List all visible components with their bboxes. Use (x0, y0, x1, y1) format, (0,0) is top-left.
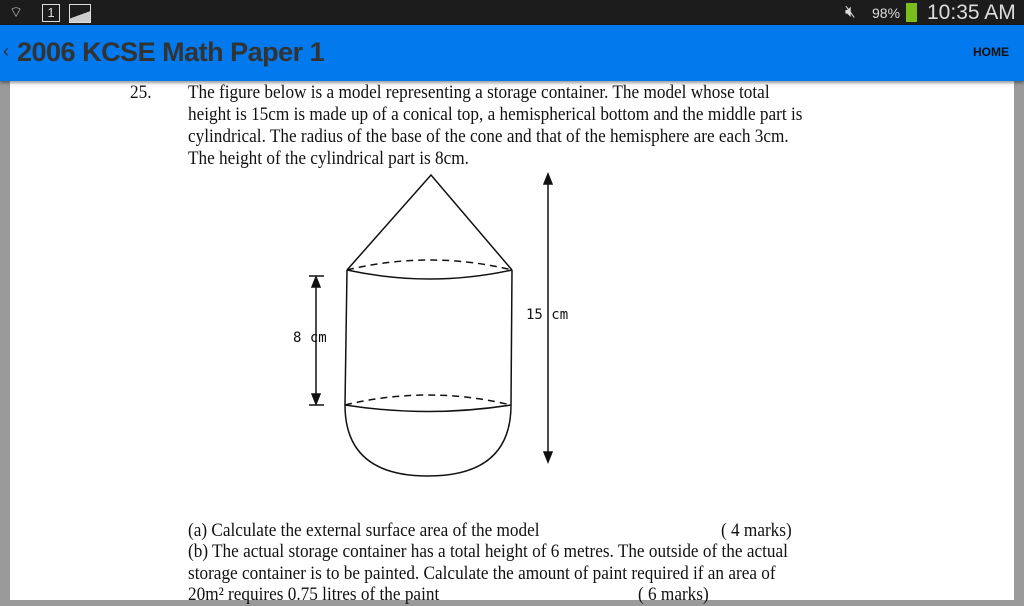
cone (347, 175, 512, 270)
question-line: cylindrical. The radius of the base of the cone and that of the hemisphere are each 3cm. (188, 127, 789, 147)
part-b-line: (b) The actual storage container has a total height of 6 metres. The outside of the actual (188, 542, 788, 562)
question-line: The height of the cylindrical part is 8cm. (188, 149, 469, 169)
cylinder-top-ellipse (347, 260, 512, 270)
mute-icon: 🔇︎ (845, 2, 856, 21)
cylinder-right-side (511, 270, 512, 405)
cylinder-left-side (345, 270, 347, 405)
wifi-icon: ⌔ (9, 4, 24, 21)
part-b-line: 20m² requires 0.75 litres of the paint (188, 585, 440, 605)
question-line: height is 15cm is made up of a conical top, a hemispherical bottom and the middle part is (188, 105, 803, 125)
part-b-marks: ( 6 marks) (638, 585, 709, 605)
home-button[interactable]: HOME (973, 45, 1009, 59)
label-8cm: 8 cm (293, 330, 327, 346)
part-b-line: storage container is to be painted. Calculate the amount of paint required if an area of (188, 564, 776, 584)
part-a-marks: ( 4 marks) (721, 521, 792, 541)
back-chevron-icon[interactable]: ‹ (3, 41, 9, 61)
hemisphere (345, 405, 511, 476)
label-15cm: 15 cm (526, 307, 569, 323)
battery-level: 98% (872, 5, 901, 21)
cylinder-bottom-ellipse (345, 395, 511, 405)
app-bar (0, 25, 1024, 81)
question-number: 25. (130, 83, 152, 103)
clock: 10:35 AM (927, 1, 1016, 24)
question-line: The figure below is a model representing a storage container. The model whose total (188, 83, 770, 103)
part-a: (a) Calculate the external surface area of the model (188, 521, 540, 541)
page-title[interactable]: 2006 KCSE Math Paper 1 (17, 37, 325, 67)
notification-icon: 1 (42, 4, 60, 22)
